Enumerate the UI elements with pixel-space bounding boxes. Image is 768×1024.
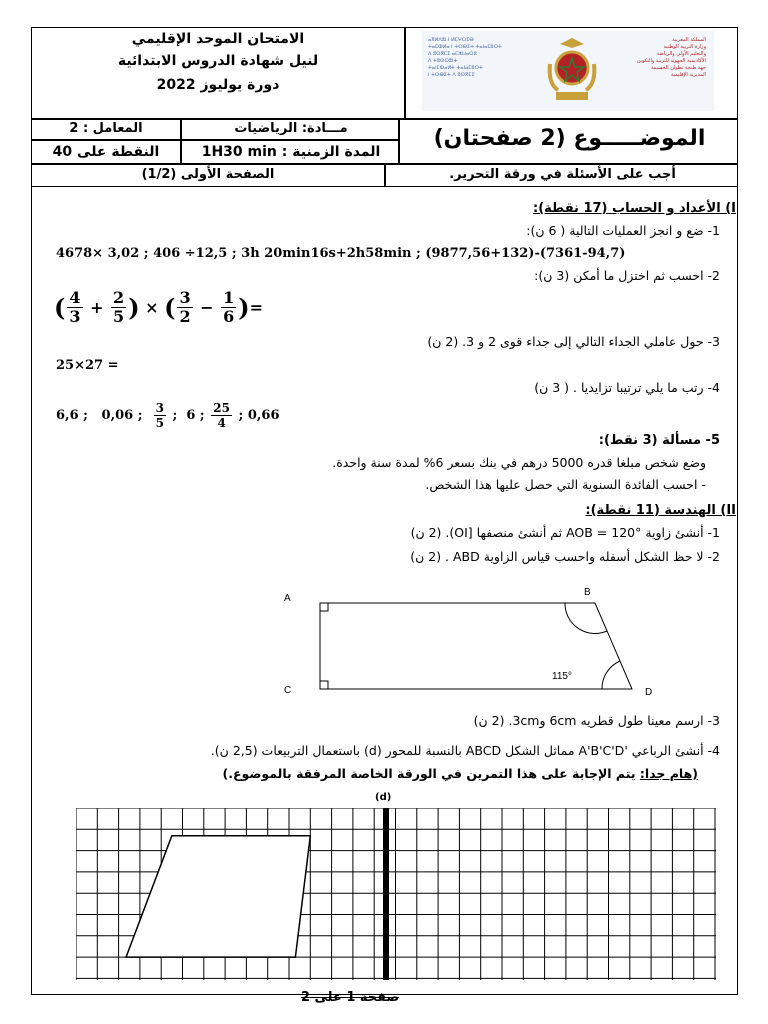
exam-title-line1: الامتحان الموحد الإقليمي (131, 31, 305, 47)
part2-title: II) الهندسة (11 نقطة): (585, 503, 736, 518)
angle-115-label: 115° (552, 671, 572, 682)
part2-q2: 2- لا حظ الشكل أسفله واحسب قياس الزاوية ABD . (2 ن) (410, 549, 720, 564)
part2-q4: 4- أنشئ الرباعي 'A'B'C'D مماثل الشكل ABCD بالنسبة للمحور (d) باستعمال التربيعات (2,5 ن). (210, 743, 720, 758)
part2-important-note: (هام جدا: يتم الإجابة على هذا التمرين في الورقة الخاصة المرفقة بالموضوع.) (222, 766, 698, 781)
coefficient: المعامل : 2 (69, 121, 143, 136)
subject: مـــادة: الرياضيات (234, 121, 348, 136)
topic-box (399, 119, 738, 164)
angle-b-arc (565, 603, 607, 634)
part1-q1: 1- ضع و انجز العمليات التالية ( 6 ن): (526, 223, 720, 238)
part1-q5-title: 5- مسألة (3 نقط): (598, 433, 720, 448)
part1-q4: 4- رتب ما يلي ترتيبا تزايديا . ( 3 ن) (534, 380, 720, 395)
geometry-figure (280, 585, 660, 705)
part1-q3: 3- حول عاملي الجداء التالي إلى جداء قوى 2 و 3. (2 ن) (427, 334, 720, 349)
part2-q3: 3- ارسم معينا طول قطريه 6cm و3cm. (2 ن) (473, 713, 720, 728)
duration-box (181, 140, 399, 164)
part1-q4-values: 6,6 ; 0,06 ; $\frac{3}{5}$ ; 6 ; $\frac{25}{4}$ ; 0,66 (56, 401, 280, 430)
angle-d-arc (602, 661, 620, 689)
exam-title-line2: لنيل شهادة الدروس الابتدائية (117, 53, 319, 69)
duration: المدة الزمنية : 1H30 min (201, 144, 381, 160)
coat-of-arms-icon (544, 34, 600, 108)
part1-q2: 2- احسب ثم اختزل ما أمكن (3 ن): (534, 268, 720, 283)
page-label-box (31, 164, 385, 187)
answer-note-box (385, 164, 738, 187)
axis-d-label: (d) (375, 792, 392, 803)
right-angle-a-marker (320, 603, 328, 611)
label-a: A (284, 593, 291, 604)
logo-tifinagh-text: ⴰⴳⵍⴷⵓⵏ ⵏ ⵍⵎⵖⵔⵉⴱ ⵜⴰⵎⵀⵍⴰ ⵏ ⵜⵔⴱⵉⵜ ⵜⴰⵏⴰⵎⵓⵔⵜ ⴷ ⵓⵙⴳⵎⵉ ⴰⵎⵣⵡⴰⵔⵓ ⴷ ⵜⵓⵙⵙⵓⵏⵜ ⵜⴰⵏⵎⵀⴰⵍⵜ ⵜⴰⵏⴰⵎⵓⵔⵜ ⵏ ⵜⵔⴱⵉⵜ ⴷ ⵓⵙⴳⵎⵉ (428, 37, 502, 78)
label-d: D (645, 687, 653, 698)
part1-q5-task: - احسب الفائدة السنوية التي حصل عليها هذا الشخص. (425, 477, 706, 492)
part1-q5-text: وضع شخص مبلغا قدره 5000 درهم في بنك بسعر 6% لمدة سنة واحدة. (332, 455, 706, 470)
exam-session: دورة يوليوز 2022 (156, 77, 280, 93)
topic-title: الموضـــــوع (2 صفحتان) (433, 126, 706, 151)
label-c: C (284, 685, 292, 696)
answer-note: أجب على الأسئلة في ورقة التحرير. (449, 167, 676, 182)
exam-title-box (31, 27, 405, 119)
header (31, 27, 738, 187)
parallelogram-abcd (126, 836, 310, 957)
label-b: B (584, 587, 591, 598)
part2-q1: 1- أنشئ زاوية AOB = 120° ثم أنشئ منصفها [OI). (2 ن) (410, 525, 720, 540)
part1-q3-expression: 25×27 = (56, 358, 119, 373)
total-points: النقطة على 40 (52, 144, 160, 160)
points-box (31, 140, 181, 164)
logo-arabic-text: المملكة المغربية وزارة التربية الوطنية والتعليم الأولي والرياضة الأكاديمية الجهوية للتربية والتكوين جهة طنجة تطوان الحسيمة المديرية الإقليمية (636, 37, 706, 78)
part1-q2-expression: ( $\frac{4}{3}$ + $\frac{2}{5}$ ) × ( $\frac{3}{2}$ − $\frac{1}{6}$ )= (54, 288, 264, 326)
coefficient-box (31, 119, 181, 140)
subject-box (181, 119, 399, 140)
symmetry-grid (76, 808, 716, 980)
right-angle-c-marker (320, 681, 328, 689)
part1-q1-operations: 4678× 3,02 ; 406 ÷12,5 ; 3h 20min16s+2h58min ; (9877,56+132)-(7361-94,7) (56, 246, 626, 261)
part1-title: I) الأعداد و الحساب (17 نقطة): (533, 201, 736, 216)
page-label: الصفحة الأولى (1/2) (141, 167, 275, 182)
logo-box (405, 27, 738, 119)
trapezoid-abdc (320, 603, 632, 689)
page-footer: صفحة 1 على 2 (300, 990, 400, 1005)
ministry-logo (422, 31, 714, 111)
